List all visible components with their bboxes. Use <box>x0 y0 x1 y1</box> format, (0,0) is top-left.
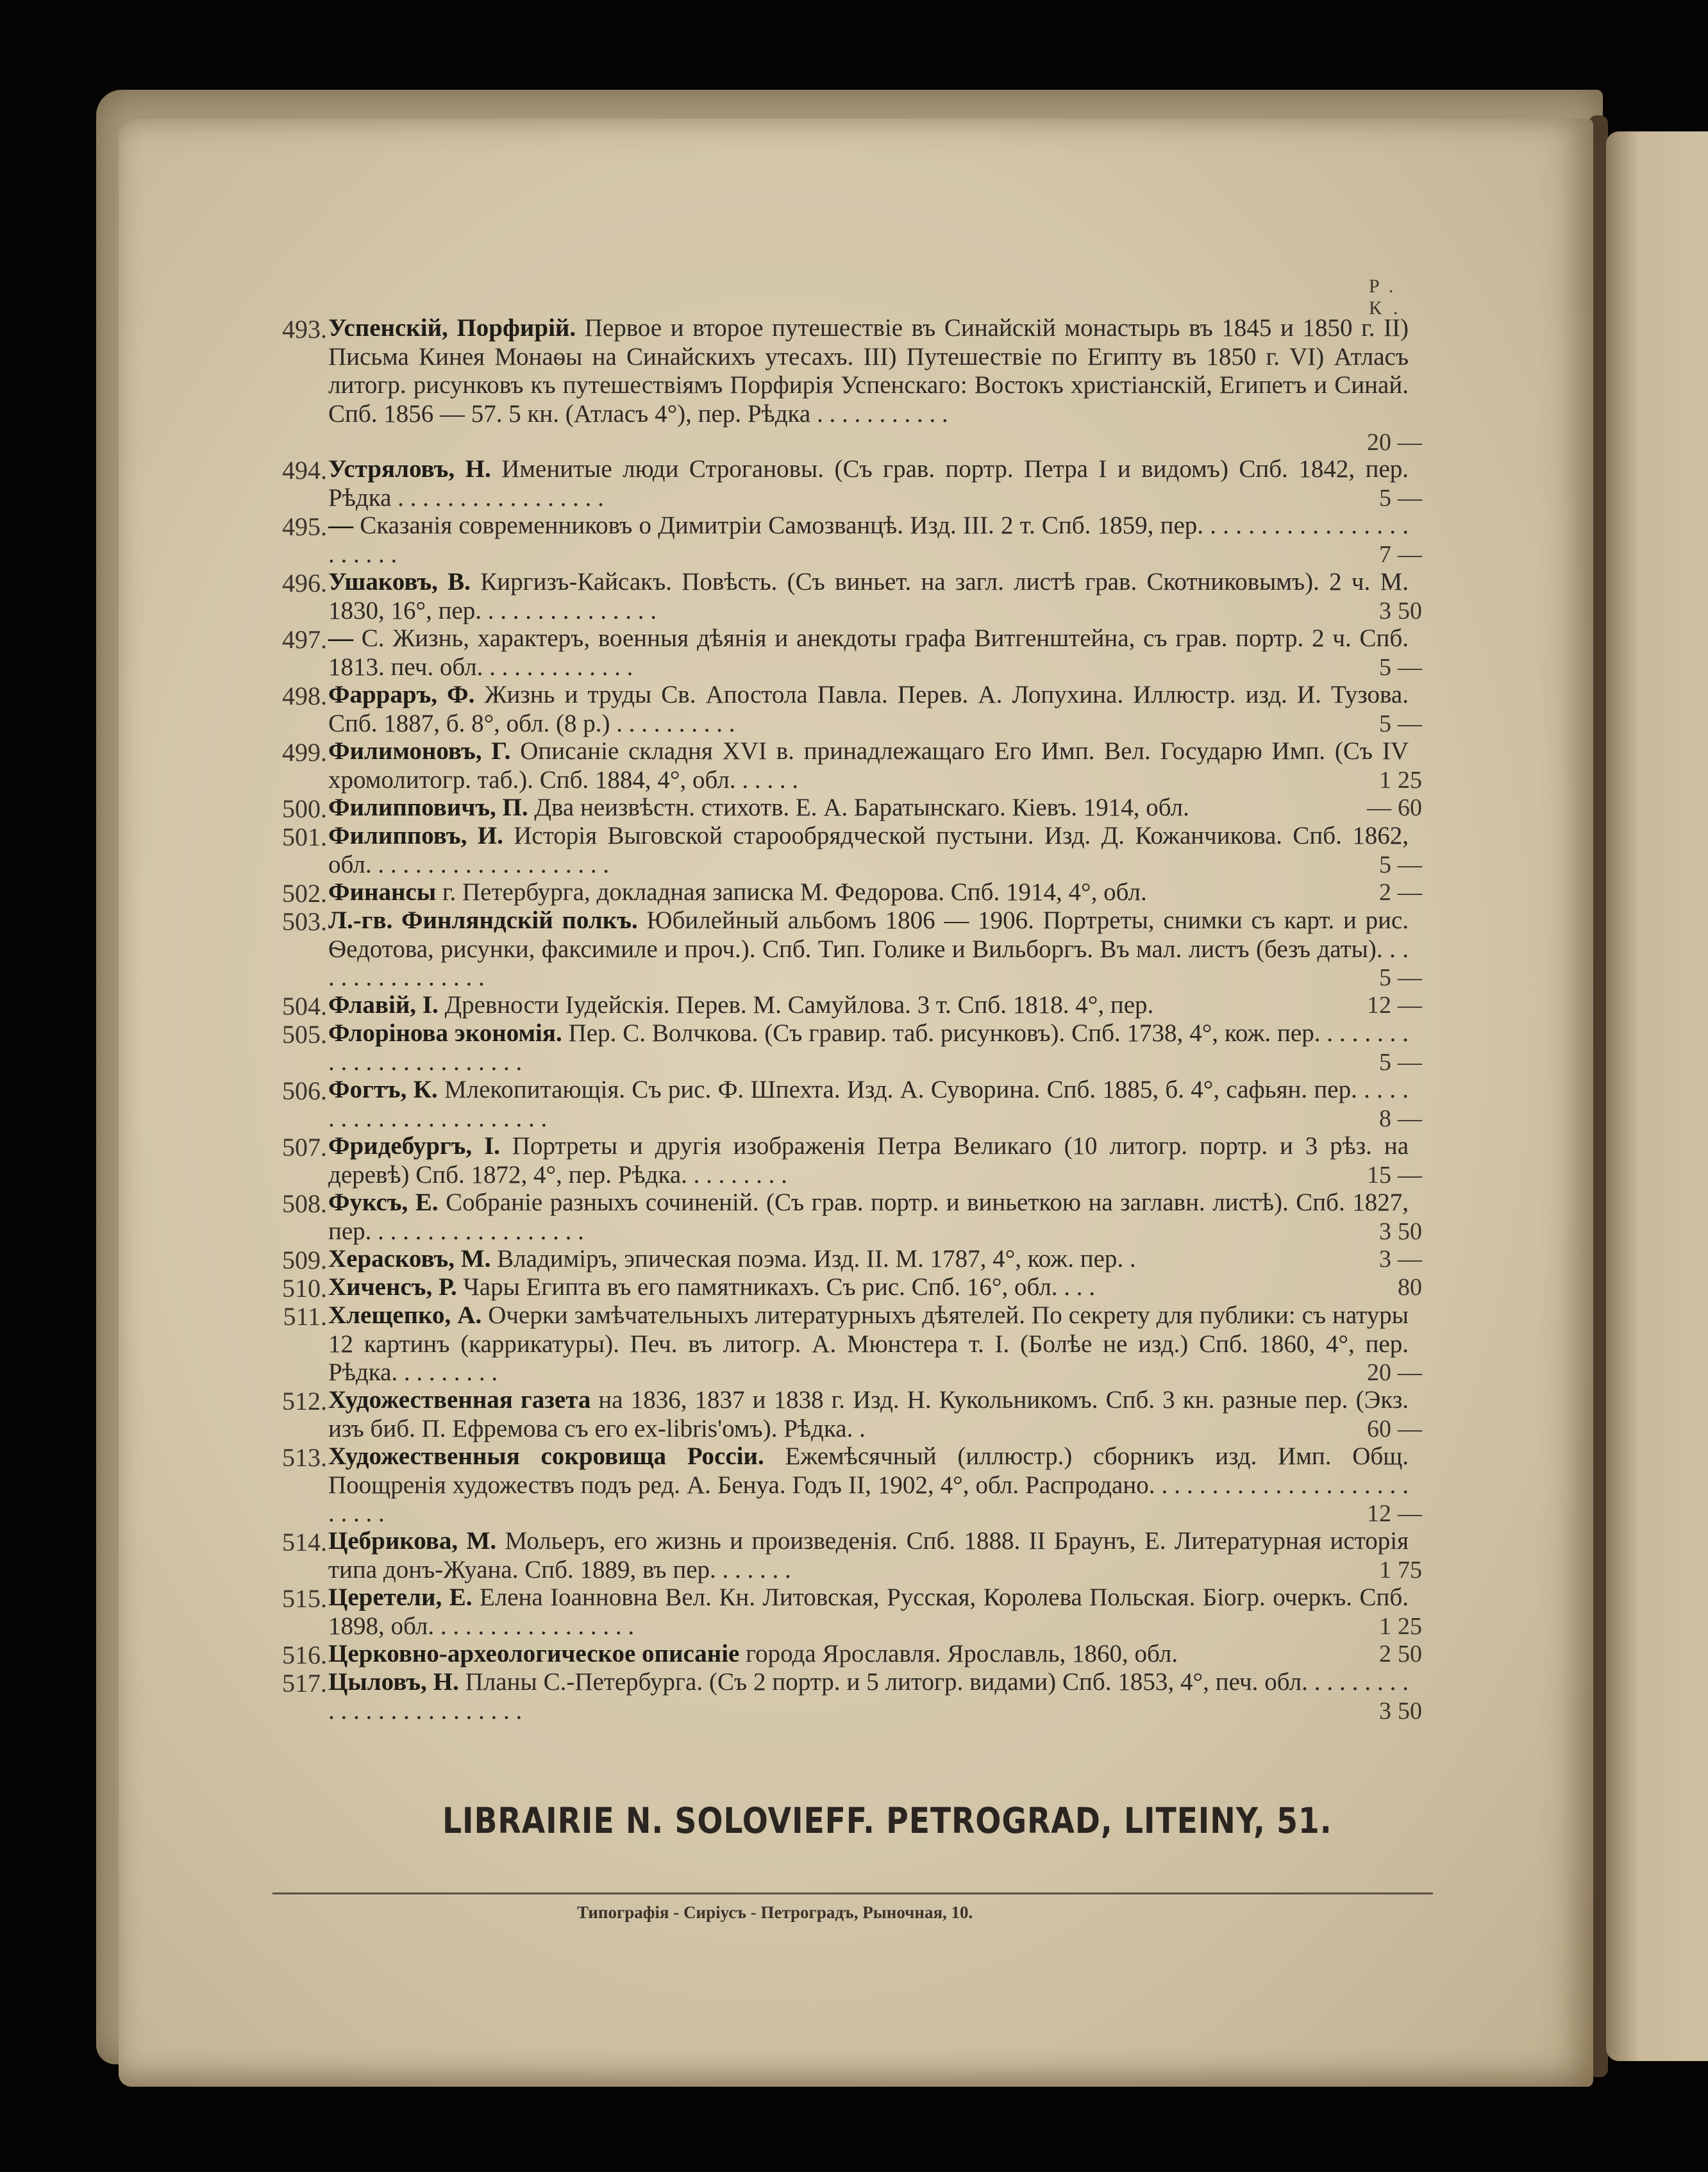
price-rubles: 1 <box>1379 766 1391 794</box>
entry-price <box>1346 1217 1443 1246</box>
entry-number: 502. <box>282 879 327 908</box>
entry-description <box>328 822 1409 879</box>
entry-number: 513. <box>282 1443 327 1472</box>
entry-author: — <box>328 512 353 539</box>
entry-title: Именитые люди Строгановы. (Съ грав. портр. Петра I и видомъ) Спб. 1842, пер. Рѣдка . . . . . . . . . . . . . . . . . <box>328 455 1409 512</box>
entry-number: 501. <box>282 823 327 851</box>
entry-price <box>1346 1245 1443 1273</box>
entry-author: Фарраръ, Ф. <box>328 681 475 708</box>
entry-author: Хлещепко, А. <box>328 1301 482 1329</box>
entry-price <box>1346 1105 1443 1133</box>
entry-description <box>328 1019 1409 1076</box>
price-rubles: 5 <box>1379 851 1391 878</box>
entry-title: Чары Египта въ его памятникахъ. Съ рис. Спб. 16°, обл. . . . <box>463 1273 1096 1301</box>
entry-title: Пер. С. Волчкова. (Съ гравир. таб. рисунковъ). Спб. 1738, 4°, кож. пер. . . . . . . . . . . . . . . . . . . . . . . . <box>328 1019 1409 1076</box>
price-kopeks: — <box>1398 653 1422 681</box>
entry-description <box>328 568 1409 625</box>
entry-author: Церковно-археологическое описаніе <box>328 1640 740 1667</box>
entry-price <box>1346 991 1443 1019</box>
entry-author: Фридебургъ, І. <box>328 1132 500 1160</box>
footer-rule <box>272 1892 1433 1894</box>
price-rubles: 2 <box>1379 1641 1391 1667</box>
price-kopeks: — <box>1398 1048 1422 1076</box>
entry-author: Херасковъ, М. <box>328 1245 491 1273</box>
entry-author: Флавій, І. <box>328 991 439 1019</box>
entry-price <box>1346 1500 1443 1528</box>
price-rubles: 3 <box>1379 1246 1391 1273</box>
price-rubles: 7 <box>1379 540 1391 568</box>
price-kopeks: — <box>1398 484 1422 512</box>
price-kopeks: — <box>1398 851 1422 878</box>
entry-number: 517. <box>282 1669 327 1698</box>
entry-price <box>1346 1640 1443 1668</box>
entry-title: Елена Іоанновна Вел. Кн. Литовская, Русская, Королева Польская. Біогр. очеркъ. Спб. 1898, обл. . . . . . . . . . . . . . . . . <box>328 1583 1409 1640</box>
price-kopeks: — <box>1398 1246 1422 1273</box>
entry-title: на 1836, 1837 и 1838 г. Изд. Н. Кукольникомъ. Спб. 3 кн. разные пер. (Экз. изъ биб. П. Ефремова съ его ex-libris'омъ). Рѣдка. . <box>328 1386 1409 1442</box>
price-rubles: 3 <box>1379 597 1391 624</box>
entry-price <box>1346 794 1443 822</box>
entry-price <box>1346 964 1443 992</box>
entry-description <box>328 1583 1409 1641</box>
price-kopeks: 60 <box>1398 794 1422 821</box>
price-rubles: 12 <box>1367 992 1391 1019</box>
entry-description <box>328 455 1409 512</box>
entry-price <box>1346 1048 1443 1076</box>
price-rubles: 20 <box>1367 1359 1391 1386</box>
entry-author: Цебрикова, М. <box>328 1527 497 1555</box>
price-rubles: 5 <box>1379 484 1391 512</box>
kopeks-header: К. <box>1369 297 1410 319</box>
entry-number: 494. <box>282 456 327 485</box>
entry-author: Филипповичъ, П. <box>328 794 528 821</box>
entry-author: Ушаковъ, В. <box>328 568 471 596</box>
entry-number: 498. <box>282 681 327 710</box>
price-kopeks: — <box>1398 1500 1422 1527</box>
entry-author: Фуксъ, Е. <box>328 1189 439 1216</box>
entry-number: 497. <box>282 625 327 654</box>
entry-price <box>1346 710 1443 738</box>
entry-description <box>328 681 1409 738</box>
rubles-header: Р. <box>1369 276 1405 297</box>
price-rubles: 1 <box>1379 1556 1391 1583</box>
entry-number: 514. <box>282 1528 327 1557</box>
entry-author: Художественная газета <box>328 1386 591 1414</box>
price-rubles: 5 <box>1379 710 1391 737</box>
price-rubles: 5 <box>1379 964 1391 991</box>
entry-number: 506. <box>282 1076 327 1105</box>
price-kopeks: — <box>1398 992 1422 1019</box>
entry-title: Первое и второе путешествіе въ Синайскій монастырь въ 1845 и 1850 г. II) Письма Кинея Монаѳы на Синайскихъ утесахъ. III) Путешествіе по Египту въ 1850 г. VI) Атласъ литогр. рисунковъ къ путешествіямъ Порфирія Успенскаго: Востокъ христіанскій, Египетъ и Синай. Спб. 1856 — 57. 5 кн. (Атласъ 4°), пер. Рѣдка . . . . . . . . . . . <box>328 314 1409 428</box>
entry-title: Планы С.-Петербурга. (Съ 2 портр. и 5 литогр. видами) Спб. 1853, 4°, печ. обл. . . . . . . . . . . . . . . . . . . . . . . . . <box>328 1668 1409 1725</box>
price-kopeks: — <box>1398 540 1422 568</box>
entry-number: 511. <box>283 1302 327 1331</box>
price-kopeks: — <box>1398 429 1422 456</box>
price-kopeks: 75 <box>1398 1556 1422 1583</box>
entry-author: Финансы <box>328 878 437 906</box>
entry-author: Филипповъ, И. <box>328 822 503 849</box>
price-kopeks: 25 <box>1398 1612 1422 1640</box>
price-column-header <box>1369 276 1439 319</box>
entry-description <box>328 737 1409 794</box>
price-kopeks: — <box>1398 1359 1422 1386</box>
entry-author: Успенскій, Порфирій. <box>328 314 576 342</box>
entry-price <box>1346 484 1443 512</box>
entry-title: города Ярославля. Ярославль, 1860, обл. <box>746 1640 1178 1667</box>
entry-description <box>328 1301 1409 1387</box>
entry-description <box>328 878 1409 907</box>
entry-author: Фогтъ, К. <box>328 1076 438 1103</box>
entry-title: Мольеръ, его жизнь и произведенія. Спб. 1888. II Браунъ, Е. Литературная исторія типа донъ-Жуана. Спб. 1889, въ пер. . . . . . . <box>328 1527 1409 1583</box>
entry-title: Портреты и другія изображенія Петра Великаго (10 литогр. портр. и 3 рѣз. на деревѣ) Спб. 1872, 4°, пер. Рѣдка. . . . . . . . . <box>328 1132 1409 1189</box>
price-rubles: 8 <box>1379 1105 1391 1132</box>
entry-description <box>328 1132 1409 1189</box>
entry-title: Исторія Выговской старообрядческой пустыни. Изд. Д. Кожанчикова. Спб. 1862, обл. . . . . . . . . . . . . . . . . . . . <box>328 822 1409 878</box>
price-rubles: 1 <box>1379 1612 1391 1640</box>
entry-description <box>328 314 1409 428</box>
entry-title: С. Жизнь, характеръ, военныя дѣянія и анекдоты графа Витгенштейна, съ грав. портр. 2 ч. Спб. 1813. печ. обл. . . . . . . . . . . . . <box>328 624 1409 681</box>
entry-number: 496. <box>282 569 327 597</box>
entry-title: Ежемѣсячный (иллюстр.) сборникъ изд. Имп. Общ. Поощренія художествъ подъ ред. А. Бенуа. Годъ II, 1902, 4°, обл. Распродано. . . . . . . . . . . . . . . . . . . . . . . . . . <box>328 1442 1409 1527</box>
entry-description <box>328 512 1409 569</box>
entry-price <box>1346 597 1443 625</box>
entry-title: Жизнь и труды Св. Апостола Павла. Перев. А. Лопухина. Иллюстр. изд. И. Тузова. Спб. 1887, б. 8°, обл. (8 р.) . . . . . . . . . . <box>328 681 1409 737</box>
entry-description <box>328 1189 1409 1246</box>
entry-title: Сказанія современниковъ о Димитріи Самозванцѣ. Изд. III. 2 т. Спб. 1859, пер. . . . . . . . . . . . . . . . . . . . . . . <box>328 512 1409 568</box>
entry-author: Хиченсъ, Р. <box>328 1273 457 1301</box>
entry-description <box>328 1273 1409 1302</box>
printer-imprint: Типографія - Сиріусъ - Петроградъ, Рыночная, 10. <box>577 1903 973 1922</box>
price-rubles: 3 <box>1379 1697 1391 1725</box>
entry-title: Киргизъ-Кайсакъ. Повѣсть. (Съ виньет. на загл. листѣ грав. Скотниковымъ). 2 ч. М. 1830, 16°, пер. . . . . . . . . . . . . . . <box>328 568 1409 624</box>
entry-number: 504. <box>282 992 327 1021</box>
price-kopeks: — <box>1398 964 1422 991</box>
price-rubles: 20 <box>1367 429 1391 456</box>
entry-title: Очерки замѣчательныхъ литературныхъ дѣятелей. По секрету для публики: съ натуры 12 картинъ (каррикатуры). Печ. въ литогр. А. Мюнстера т. I. (Болѣе не изд.) Спб. 1860, 4°, пер. Рѣдка. . . . . . . . . <box>328 1301 1409 1386</box>
entry-number: 510. <box>282 1274 327 1303</box>
entry-price <box>1346 878 1443 906</box>
entry-description <box>328 624 1409 681</box>
entry-number: 503. <box>282 907 327 936</box>
entry-title: г. Петербурга, докладная записка М. Федорова. Спб. 1914, 4°, обл. <box>442 878 1147 906</box>
entry-author: — <box>328 624 353 652</box>
entry-number: 495. <box>282 512 327 541</box>
entry-number: 499. <box>282 738 327 767</box>
entry-price <box>1346 540 1443 569</box>
entry-author: Флорінова экономія. <box>328 1019 562 1047</box>
entry-description <box>328 1640 1409 1669</box>
price-kopeks: 25 <box>1398 766 1422 794</box>
entry-author: Л.-гв. Финляндскій полкъ. <box>328 906 638 934</box>
entry-author: Цыловъ, Н. <box>328 1668 459 1696</box>
entry-title: Описаніе складня XVI в. принадлежащаго Его Имп. Вел. Государю Имп. (Съ IV хромолитогр. таб.). Спб. 1884, 4°, обл. . . . . . <box>328 737 1409 794</box>
price-rubles: 2 <box>1379 879 1391 906</box>
price-kopeks: 80 <box>1398 1274 1422 1301</box>
entry-number: 505. <box>282 1020 327 1049</box>
entry-price <box>1346 653 1443 681</box>
entry-price <box>1346 766 1443 794</box>
entry-price <box>1346 1358 1443 1387</box>
price-kopeks: 50 <box>1398 1641 1422 1667</box>
entry-title: Собраніе разныхъ сочиненій. (Съ грав. портр. и виньеткою на заглавн. листѣ). Спб. 1827, пер. . . . . . . . . . . . . . . . . . <box>328 1189 1409 1245</box>
price-kopeks: — <box>1398 1415 1422 1442</box>
entry-description <box>328 1386 1409 1443</box>
price-kopeks: — <box>1398 879 1422 906</box>
entry-price <box>1346 1612 1443 1641</box>
entry-description <box>328 991 1409 1020</box>
entry-title: Два неизвѣстн. стихотв. Е. А. Баратынскаго. Кіевъ. 1914, обл. <box>534 794 1189 821</box>
entry-description <box>328 1245 1409 1274</box>
entry-price <box>1346 1697 1443 1725</box>
entry-number: 500. <box>282 794 327 823</box>
bookseller-imprint: LIBRAIRIE N. SOLOVIEFF. PETROGRAD, LITEINY, 51. <box>442 1800 1332 1841</box>
entry-description <box>328 1668 1409 1725</box>
price-rubles: — <box>1367 794 1391 821</box>
entry-title: Владиміръ, эпическая поэма. Изд. II. М. 1787, 4°, кож. пер. . <box>497 1245 1136 1273</box>
price-kopeks: 50 <box>1398 1217 1422 1245</box>
price-rubles: 60 <box>1367 1415 1391 1442</box>
entry-price <box>1346 428 1443 456</box>
price-rubles: 5 <box>1379 653 1391 681</box>
entry-description <box>328 1527 1409 1584</box>
entry-price <box>1346 1161 1443 1189</box>
price-rubles: 15 <box>1367 1161 1391 1189</box>
price-kopeks: 50 <box>1398 1697 1422 1725</box>
price-kopeks: — <box>1398 710 1422 737</box>
entry-title: Млекопитающія. Съ рис. Ф. Шпехта. Изд. А. Суворина. Спб. 1885, б. 4°, сафьян. пер. . . . . . . . . . . . . . . . . . . . . . . <box>328 1076 1409 1132</box>
entry-number: 516. <box>282 1641 327 1669</box>
entry-price <box>1346 1273 1443 1301</box>
entry-author: Устряловъ, Н. <box>328 455 491 483</box>
entry-price <box>1346 1556 1443 1584</box>
price-rubles: 12 <box>1367 1500 1391 1527</box>
price-rubles: 3 <box>1379 1217 1391 1245</box>
entry-description <box>328 794 1409 823</box>
entry-title: Древности Іудейскія. Перев. М. Самуйлова. 3 т. Спб. 1818. 4°, пер. <box>444 991 1154 1019</box>
entry-description <box>328 1076 1409 1133</box>
entry-price <box>1346 851 1443 879</box>
entry-number: 515. <box>282 1584 327 1613</box>
entry-number: 507. <box>282 1133 327 1162</box>
price-kopeks: 50 <box>1398 597 1422 624</box>
entry-number: 509. <box>282 1246 327 1274</box>
entry-number: 493. <box>282 315 327 344</box>
facing-page-edge <box>1606 131 1708 2061</box>
entry-author: Филимоновъ, Г. <box>328 737 511 765</box>
entry-price <box>1346 1415 1443 1443</box>
entry-author: Художественныя сокровища Россіи. <box>328 1442 764 1470</box>
price-rubles: 5 <box>1379 1048 1391 1076</box>
entry-title: Юбилейный альбомъ 1806 — 1906. Портреты, снимки съ карт. и рис. Ѳедотова, рисунки, факсимиле и проч.). Спб. Тип. Голике и Вильборгъ. Въ мал. листъ (безъ даты). . . . . . . . . . . . . . . . <box>328 906 1409 991</box>
entry-number: 512. <box>282 1387 327 1416</box>
entry-description <box>328 1442 1409 1528</box>
price-kopeks: — <box>1398 1105 1422 1132</box>
price-kopeks: — <box>1398 1161 1422 1189</box>
entry-description <box>328 906 1409 992</box>
entry-number: 508. <box>282 1189 327 1218</box>
entry-author: Церетели, Е. <box>328 1583 473 1611</box>
